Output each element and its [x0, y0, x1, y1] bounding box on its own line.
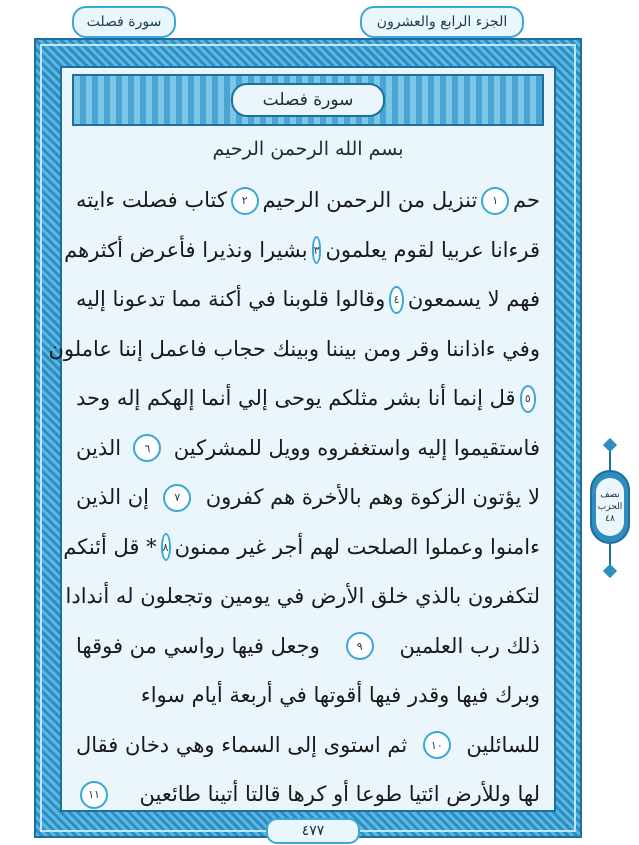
- hizb-tip-top: [603, 438, 617, 452]
- ayah-number-marker: ٦: [133, 434, 161, 462]
- surah-title-banner: [72, 74, 544, 126]
- verse-line: [76, 671, 540, 721]
- verse-line: [76, 275, 540, 325]
- ayah-number-marker: ٩: [346, 632, 374, 660]
- verse-text: لها وللأرض ائتيا طوعا أو كرها قالتا أتينا طائعين: [139, 782, 540, 806]
- hizb-plate: [596, 478, 624, 536]
- verse-text: كتاب فصلت ءايته: [76, 188, 227, 212]
- ayah-number-marker: ٣: [312, 236, 322, 264]
- verse-line: [76, 176, 540, 226]
- verse-text: فاستقيموا إليه واستغفروه وويل للمشركين: [173, 435, 540, 460]
- verse-text: ثم استوى إلى السماء وهي دخان فقال: [76, 732, 408, 757]
- verse-text: وفي ءاذاننا وقر ومن بيننا وبينك حجاب فاعمل إننا عاملون: [48, 336, 540, 361]
- hizb-body: [590, 470, 630, 544]
- hizb-medallion: [588, 440, 632, 580]
- page-number: ٤٧٧: [266, 818, 360, 844]
- verse-line: [64, 226, 540, 276]
- verse-line: [76, 622, 540, 672]
- basmala: بسم الله الرحمن الرحيم: [212, 138, 404, 160]
- verse-line: [63, 523, 540, 573]
- verse-line: [76, 473, 540, 523]
- hizb-tip-bottom: [603, 564, 617, 578]
- verse-line: [76, 721, 540, 771]
- surah-name-header: [72, 6, 176, 38]
- verse-line: [76, 374, 540, 424]
- ornamental-frame: [34, 38, 582, 838]
- surah-name-text: سورة فصلت: [86, 14, 162, 30]
- hizb-half-label: نصف: [600, 490, 620, 500]
- verse-text: لتكفرون بالذي خلق الأرض في يومين وتجعلون له أندادا: [65, 584, 540, 608]
- hizb-number: ٤٨: [605, 514, 615, 524]
- ayah-number-marker: ٧: [163, 484, 191, 512]
- ayah-number-marker: ٨: [161, 533, 171, 561]
- verse-line: [76, 424, 540, 474]
- verse-text: وقالوا قلوبنا في أكنة مما تدعونا إليه: [76, 287, 386, 311]
- verse-text: ءامنوا وعملوا الصلحت لهم أجر غير ممنون: [174, 534, 540, 559]
- surah-title: سورة فصلت: [231, 83, 385, 117]
- verse-text: الذين: [76, 435, 122, 460]
- hizb-label: الحزب: [597, 502, 623, 512]
- verse-text: وبرك فيها وقدر فيها أقوتها في أربعة أيام سواء: [140, 683, 540, 707]
- verse-text: وجعل فيها رواسي من فوقها: [76, 633, 320, 658]
- verse-text: فهم لا يسمعون: [407, 287, 540, 311]
- verse-text: لا يؤتون الزكوة وهم بالأخرة هم كفرون: [205, 485, 540, 509]
- juz-header: [360, 6, 524, 38]
- verse-text: للسائلين: [466, 732, 540, 757]
- verse-line: [48, 325, 540, 375]
- juz-text: الجزء الرابع والعشرون: [376, 14, 508, 30]
- ayah-number-marker: ١: [481, 187, 509, 215]
- verse-text: * قل أئنكم: [63, 534, 157, 559]
- verse-line: [65, 572, 540, 622]
- verse-text: قل إنما أنا بشر مثلكم يوحى إلي أنما إلهكم إله وحد: [76, 386, 516, 410]
- ayah-number-marker: ١٠: [423, 731, 451, 759]
- verse-text: قرءانا عربيا لقوم يعلمون: [325, 237, 540, 262]
- ayah-number-marker: ٢: [231, 187, 259, 215]
- verse-text: حم: [513, 188, 540, 212]
- ayah-number-marker: ٥: [520, 385, 536, 413]
- verse-line: [76, 770, 540, 820]
- verse-text: بشيرا ونذيرا فأعرض أكثرهم: [64, 237, 308, 262]
- verse-text: إن الذين: [76, 485, 150, 509]
- verse-lines: [48, 176, 540, 820]
- ayah-number-marker: ٤: [389, 286, 404, 314]
- ayah-number-marker: ١١: [80, 781, 108, 809]
- page-body: [48, 66, 556, 812]
- verse-text: ذلك رب العلمين: [399, 633, 540, 658]
- verse-text: تنزيل من الرحمن الرحيم: [262, 188, 478, 212]
